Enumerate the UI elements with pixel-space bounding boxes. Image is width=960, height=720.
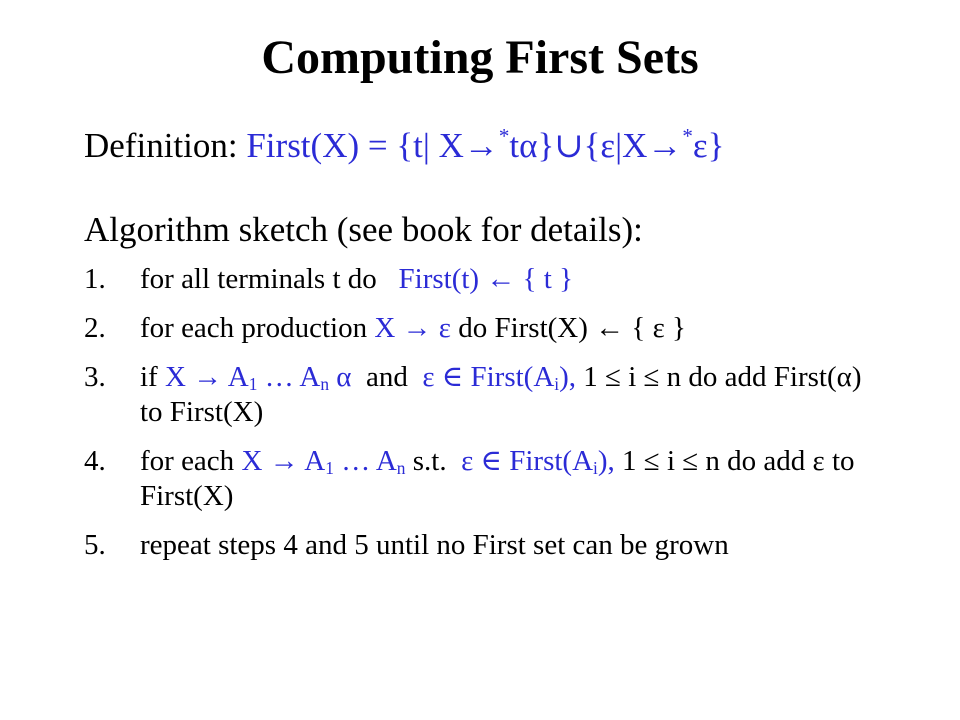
step-part-highlight: First(t) ← { t } [398,263,573,295]
formula-superscript: * [682,124,693,148]
step-number: 1. [84,263,106,295]
list-item [84,528,884,563]
list-item [84,360,884,430]
subscript: 1 [325,458,334,478]
step-part: for all terminals t do [140,263,377,295]
formula-part: tα}∪{ε|X→ [509,126,683,165]
subscript: i [554,374,560,394]
step-part: ), [559,361,577,393]
step-part: ε ∈ First(A [461,445,594,477]
step-part: 1 ≤ i ≤ n do add ε to First(X) [140,445,855,512]
step-part-highlight: X → ε [374,312,451,344]
definition-line [84,126,724,166]
step-part: for each production [140,312,368,344]
step-part: ), [597,445,615,477]
list-item [84,444,884,514]
step-part: do First(X) ← { ε } [458,312,686,344]
step-part-highlight [165,361,352,393]
algorithm-heading: Algorithm sketch (see book for details): [84,210,643,249]
step-part: and [365,361,408,393]
step-text [140,444,884,514]
formula-part: ε} [692,126,725,165]
step-part: s.t. [412,445,447,477]
list-item [84,262,884,297]
step-part: … A [257,361,321,393]
step-number: 4. [84,445,106,477]
algorithm-steps [84,262,884,577]
subscript: n [396,458,406,478]
step-text: repeat steps 4 and 5 until no First set can be grown [140,529,729,561]
subscript: 1 [248,374,258,394]
step-part: … A [333,445,397,477]
step-part: for each [140,445,235,477]
step-part-highlight [241,445,405,477]
subscript: i [593,458,598,478]
step-text [140,262,884,297]
step-part: X → A [241,445,326,477]
step-number: 2. [84,312,106,344]
step-number: 3. [84,361,106,393]
step-part-highlight [422,361,576,393]
formula-superscript: * [498,124,510,148]
step-part: if [140,361,158,393]
step-part-highlight [461,445,615,477]
formula-part: First(X) = {t| X→ [246,126,499,165]
step-text [140,360,884,430]
step-number: 5. [84,529,106,561]
step-part: α [329,361,352,393]
list-item [84,311,884,346]
definition-label: Definition: [84,126,247,165]
slide-title: Computing First Sets [261,31,699,84]
step-text [140,311,884,346]
step-part: ε ∈ First(A [422,361,555,393]
step-part: X → A [164,361,249,393]
subscript: n [320,374,330,394]
step-part: 1 ≤ i ≤ n do add First(α) to First(X) [140,361,862,428]
definition-formula [246,126,724,165]
